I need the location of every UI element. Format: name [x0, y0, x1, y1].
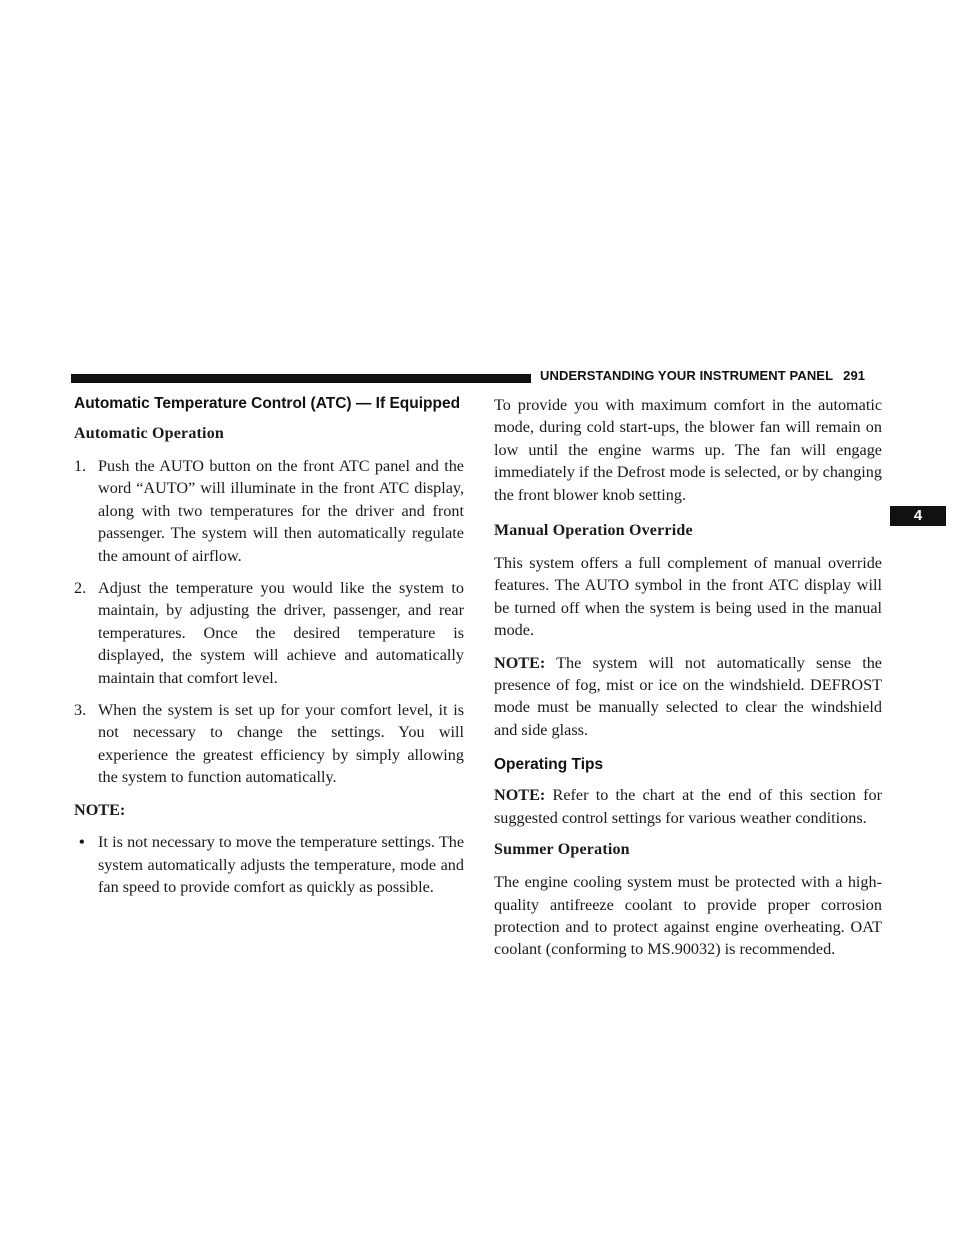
step-number: 2.	[74, 579, 87, 598]
note-defrost	[494, 652, 882, 742]
header-rule	[71, 374, 531, 383]
subheading-manual-override: Manual Operation Override	[494, 522, 693, 540]
note-chart	[494, 784, 882, 829]
note-label: NOTE:	[74, 800, 126, 819]
left-column	[74, 394, 464, 908]
step-number: 3.	[74, 701, 87, 720]
step-text: When the system is set up for your comfort level, it is not necessary to change the settings. You will experience the greatest efficiency by simply allowing the system to function automatically.	[98, 701, 464, 787]
list-item	[74, 831, 464, 898]
note-label: NOTE:	[494, 786, 546, 805]
page-number: 291	[843, 368, 866, 383]
step-text: Adjust the temperature you would like the system to maintain, by adjusting the driver, passenger, and rear temperatures. Once the desired temperature is displayed, the system will achieve and automatically maintain that comfort level.	[98, 579, 464, 687]
list-item	[74, 577, 464, 689]
bullet-text: It is not necessary to move the temperature settings. The system automatically adjusts the temperature, mode and fan speed to provide comfort as quickly as possible.	[98, 833, 464, 896]
right-column	[494, 394, 882, 971]
subheading-automatic-operation: Automatic Operation	[74, 425, 225, 442]
subheading-summer-operation: Summer Operation	[494, 841, 630, 859]
summer-paragraph: The engine cooling system must be protected with a high-quality antifreeze coolant to provide proper corrosion protection and to protect against engine overheating. OAT coolant (conforming to MS.90032) is recommended.	[494, 873, 882, 959]
note-label: NOTE:	[494, 653, 546, 672]
note-text: Refer to the chart at the end of this section for suggested control settings for various weather conditions.	[494, 786, 882, 827]
note-text: The system will not automatically sense the presence of fog, mist or ice on the windshield. DEFROST mode must be manually selected to clear the windshield and side glass.	[494, 653, 882, 739]
bullet-icon: •	[79, 833, 85, 852]
intro-paragraph: To provide you with maximum comfort in the automatic mode, during cold start-ups, the blower fan will remain on low until the engine warms up. The fan will engage immediately if the Defrost mode is selected, or by changing the front blower knob setting.	[494, 396, 882, 504]
heading-operating-tips: Operating Tips	[494, 756, 604, 774]
list-item	[74, 699, 464, 789]
section-title: UNDERSTANDING YOUR INSTRUMENT PANEL	[540, 368, 834, 383]
chapter-tab: 4	[890, 506, 946, 526]
step-text: Push the AUTO button on the front ATC panel and the word “AUTO” will illuminate in the front ATC display, along with two temperatures for the driver and front passenger. The system will then automatically regulate the amount of airflow.	[98, 457, 464, 565]
running-header	[540, 368, 890, 383]
step-number: 1.	[74, 457, 87, 475]
steps-list	[74, 455, 464, 789]
note-bullets	[74, 831, 464, 898]
section-heading: Automatic Temperature Control (ATC) — If Equipped	[74, 395, 461, 412]
manual-paragraph: This system offers a full complement of manual override features. The AUTO symbol in the front ATC display will be turned off when the system is being used in the manual mode.	[494, 554, 882, 640]
list-item	[74, 455, 464, 567]
